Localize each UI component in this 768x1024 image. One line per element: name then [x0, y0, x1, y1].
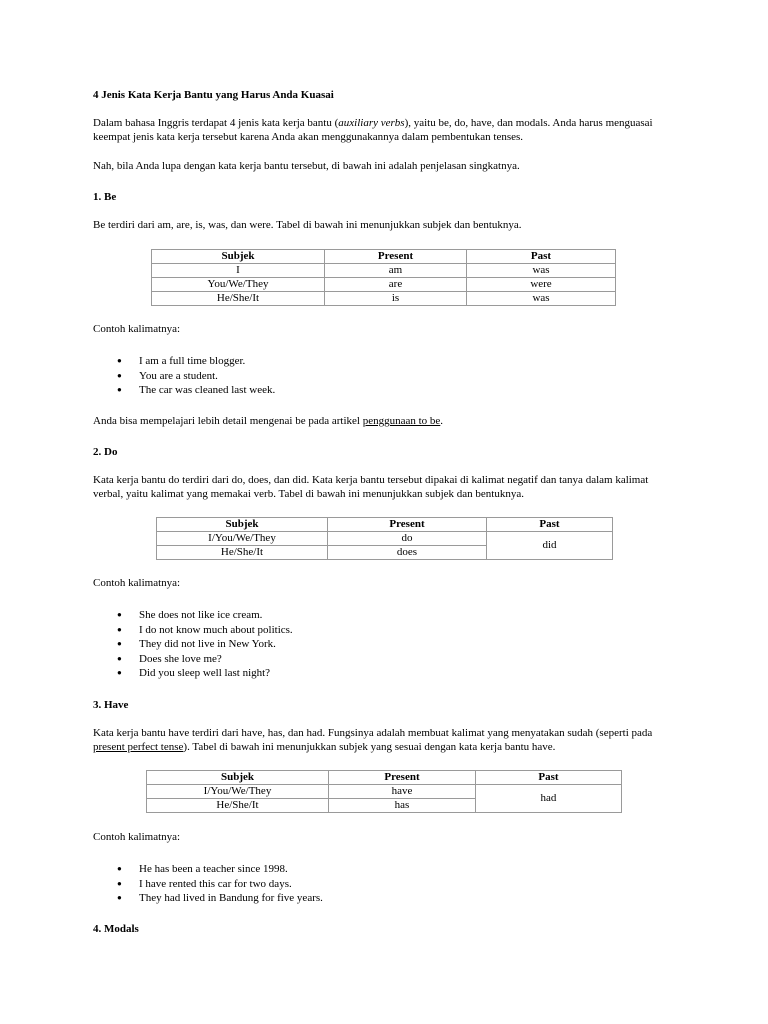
list-item: ● They had lived in Bandung for five years. [93, 891, 323, 906]
table-header: Past [467, 250, 616, 264]
table-cell: has [329, 799, 476, 813]
list-item: ● You are a student. [93, 369, 275, 384]
table-row [157, 532, 613, 546]
do-examples-list [93, 608, 293, 681]
be-link-paragraph [93, 414, 673, 428]
table-row [152, 264, 616, 278]
table-header: Past [476, 771, 622, 785]
table-header: Present [325, 250, 467, 264]
table-row [147, 785, 622, 799]
table-header-row [147, 771, 622, 785]
do-description: Kata kerja bantu do terdiri dari do, does, dan did. Kata kerja bantu tersebut dipakai di kalimat negatif dan tanya dalam kalimat verbal, yaitu kalimat yang memakai verb. Tabel di bawah ini menunjukkan subjek dan bentuknya. [93, 474, 649, 500]
intro-paragraph-2: Nah, bila Anda lupa dengan kata kerja bantu tersebut, di bawah ini adalah penjelasan singkatnya. [93, 160, 520, 172]
table-header: Present [329, 771, 476, 785]
table-cell: are [325, 278, 467, 292]
table-header: Subjek [152, 250, 325, 264]
penggunaan-to-be-link[interactable]: penggunaan to be [362, 415, 441, 427]
table-cell: is [325, 292, 467, 306]
table-cell: was [467, 292, 616, 306]
list-item: ● They did not live in New York. [93, 637, 293, 652]
table-cell: He/She/It [157, 546, 328, 560]
present-perfect-tense-link[interactable]: present perfect tense [93, 741, 184, 753]
have-examples-label: Contoh kalimatnya: [93, 831, 181, 843]
intro-paragraph [93, 116, 673, 144]
table-cell: do [328, 532, 487, 546]
list-item: ● Does she love me? [93, 652, 293, 667]
table-row [152, 292, 616, 306]
have-table [146, 770, 622, 813]
table-cell-merged: had [476, 785, 622, 813]
intro-text-before: Dalam bahasa Inggris terdapat 4 jenis kata kerja bantu ( [93, 117, 339, 129]
list-item: ● I do not know much about politics. [93, 623, 293, 638]
do-table [156, 517, 613, 560]
section-heading-modals: 4. Modals [93, 923, 139, 935]
table-cell: He/She/It [147, 799, 329, 813]
have-desc-after: ). Tabel di bawah ini menunjukkan subjek yang sesuai dengan kata kerja bantu have. [183, 741, 556, 753]
list-item: ● He has been a teacher since 1998. [93, 862, 323, 877]
table-cell: I [152, 264, 325, 278]
table-header: Past [487, 518, 613, 532]
table-header: Subjek [147, 771, 329, 785]
list-item: ● Did you sleep well last night? [93, 666, 293, 681]
have-examples-list [93, 862, 323, 906]
be-description: Be terdiri dari am, are, is, was, dan were. Tabel di bawah ini menunjukkan subjek dan bentuknya. [93, 219, 522, 231]
be-examples-list [93, 354, 275, 398]
section-heading-be: 1. Be [93, 191, 117, 203]
page-title: 4 Jenis Kata Kerja Bantu yang Harus Anda Kuasai [93, 89, 334, 101]
have-description [93, 726, 673, 754]
intro-italic-term: auxiliary verbs [338, 117, 405, 129]
intro-text-after: ), yaitu be, do, have, dan modals. Anda harus menguasai keempat jenis kata kerja tersebut karena Anda akan menggunakannya dalam pembentukan tenses. [93, 117, 653, 143]
do-examples-label: Contoh kalimatnya: [93, 577, 181, 589]
list-item: ● I am a full time blogger. [93, 354, 275, 369]
section-heading-do: 2. Do [93, 446, 118, 458]
list-item: ● I have rented this car for two days. [93, 877, 323, 892]
table-cell-merged: did [487, 532, 613, 560]
list-item: ● She does not like ice cream. [93, 608, 293, 623]
table-cell: I/You/We/They [157, 532, 328, 546]
table-header-row [152, 250, 616, 264]
table-header-row [157, 518, 613, 532]
have-desc-before: Kata kerja bantu have terdiri dari have, has, dan had. Fungsinya adalah membuat kalimat yang menyatakan sudah (seperti pada [93, 727, 653, 739]
table-cell: was [467, 264, 616, 278]
be-link-text-after: . [440, 415, 444, 427]
table-cell: were [467, 278, 616, 292]
list-item: ● The car was cleaned last week. [93, 383, 275, 398]
table-cell: He/She/It [152, 292, 325, 306]
be-examples-label: Contoh kalimatnya: [93, 323, 181, 335]
table-cell: I/You/We/They [147, 785, 329, 799]
table-cell: have [329, 785, 476, 799]
be-table [151, 249, 616, 306]
section-heading-have: 3. Have [93, 699, 129, 711]
table-cell: am [325, 264, 467, 278]
table-header: Present [328, 518, 487, 532]
table-header: Subjek [157, 518, 328, 532]
table-cell: You/We/They [152, 278, 325, 292]
table-cell: does [328, 546, 487, 560]
table-row [152, 278, 616, 292]
be-link-text-before: Anda bisa mempelajari lebih detail mengenai be pada artikel [93, 415, 363, 427]
